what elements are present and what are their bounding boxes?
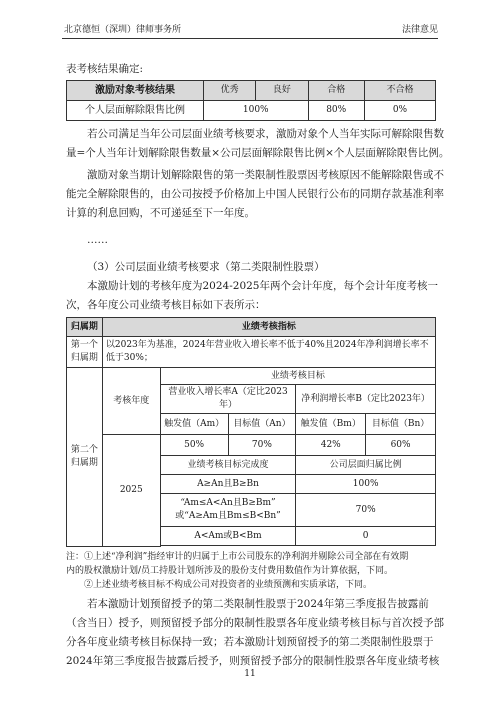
table1-header-1: 优秀 — [204, 81, 256, 101]
note-line: ②上述业绩考核目标不构成公司对投资者的业绩预测和实质承诺，下同。 — [84, 579, 373, 590]
profit-growth-label: 净利润增长率B（定比2023年） — [296, 385, 436, 414]
assess-year-value: 2025 — [102, 435, 160, 547]
company-performance-table — [66, 317, 436, 547]
table2-second-header-row — [67, 368, 436, 385]
header-firm: 北京德恒（深圳）律师事务所 — [64, 25, 182, 35]
paragraph-1-line: 量=个人当年计划解除限售数量×公司层面解除限售比例×个人层面解除限售比例。 — [66, 147, 450, 159]
paragraph-3-line: 本激励计划的考核年度为2024-2025年两个会计年度，每个会计年度考核一 — [87, 280, 438, 292]
trigger-b-label: 触发值（Bm） — [296, 414, 366, 435]
paragraph-2-line: 激励对象当期计划解除限售的第一类限制性股票因考核原因不能解除限售或不 — [87, 169, 444, 181]
table2-col-target: 业绩考核指标 — [102, 318, 435, 337]
target-b-label: 目标值（Bn） — [366, 414, 436, 435]
value-bn: 60% — [366, 435, 436, 456]
note-line: 注：①上述“净利润”指经审计的归属于上市公司股东的净利润并剔除公司全部在有效期 — [66, 551, 409, 562]
trigger-a-label: 触发值（Am） — [160, 414, 228, 435]
table1-header-3: 合格 — [308, 81, 364, 101]
ratio-2: 70% — [296, 494, 436, 527]
paragraph-3-line: 次，各年度公司业绩考核目标如下表所示： — [66, 299, 266, 311]
table2-first-period-row — [67, 337, 436, 368]
paragraph-4 — [66, 595, 444, 671]
paragraph-3 — [66, 277, 436, 315]
completion-label: 业绩考核目标完成度 — [160, 456, 296, 475]
value-bm: 42% — [296, 435, 366, 456]
paragraph-2-line: 能完全解除限售的，由公司按授予价格加上中国人民银行公布的同期存款基准利率 — [66, 188, 444, 200]
ellipsis: …… — [87, 234, 108, 246]
page-number: 11 — [244, 669, 256, 679]
condition-2 — [160, 494, 296, 527]
value-an: 70% — [228, 435, 296, 456]
paragraph-4-line: 2024年第三季度报告披露后授予，则预留授予部分的限制性股票各年度业绩考核 — [66, 654, 440, 667]
ratio-1: 100% — [296, 475, 436, 494]
table1-header-0: 激励对象考核结果 — [67, 81, 204, 101]
condition-1: A≥An且B≥Bn — [160, 475, 296, 494]
individual-assessment-table — [66, 80, 436, 121]
paragraph-4-line: （含当日）授予，则预留授予部分的限制性股票各年度业绩考核目标与首次授予部 — [66, 616, 444, 629]
paragraph-2 — [66, 166, 444, 223]
intro-label: 表考核结果确定: — [66, 63, 144, 75]
page-header — [64, 22, 438, 38]
paragraph-1-line: 若公司满足当年公司层面业绩考核要求，激励对象个人当年实际可解除限售数 — [87, 128, 444, 140]
first-period-target: 以2023年为基准，2024年营业收入增长率不低于40%且2024年净利润增长率不低于30%； — [102, 337, 435, 368]
paragraph-2-line: 计算的利息回购，不可递延至下一年度。 — [66, 207, 255, 219]
table1-value-excellent-good: 100% — [204, 101, 309, 121]
table1-row-label: 个人层面解除限售比例 — [67, 101, 204, 121]
paragraph-4-line: 若本激励计划预留授予的第二类限制性股票于2024年第三季度报告披露前 — [87, 597, 429, 610]
condition-2-line-2: 或“A≥Am且Bm≤B<Bn” — [175, 511, 281, 521]
revenue-growth-label: 营业收入增长率A（定比2023年） — [160, 385, 296, 414]
table1-value-unqualified: 0% — [364, 101, 435, 121]
assess-year-label: 考核年度 — [102, 368, 160, 435]
condition-3: A<Am或B<Bm — [160, 527, 296, 546]
table2-values-row — [67, 435, 436, 456]
second-period-label: 第二个归属期 — [67, 368, 103, 547]
table-notes — [66, 550, 436, 592]
table1-header-row — [67, 81, 436, 101]
note-line: 内的股权激励计划/员工持股计划所涉及的股份支付费用数值作为计算依据，下同。 — [66, 565, 394, 576]
ratio-3: 0 — [296, 527, 436, 546]
section-heading: （3）公司层面业绩考核要求（第二类限制性股票） — [87, 261, 325, 273]
table2-col-period: 归属期 — [67, 318, 103, 337]
header-rule — [62, 38, 438, 39]
perf-target-label: 业绩考核目标 — [160, 368, 435, 385]
page-body — [66, 60, 450, 671]
table1-header-2: 良好 — [256, 81, 308, 101]
target-a-label: 目标值（An） — [228, 414, 296, 435]
value-am: 50% — [160, 435, 228, 456]
table1-row — [67, 101, 436, 121]
table2-spacer — [160, 546, 435, 547]
condition-2-line-1: “Am≤A<An且B≥Bm” — [180, 498, 276, 508]
header-doc-type: 法律意见 — [401, 25, 438, 35]
paragraph-4-line: 分各年度业绩考核目标保持一致；若本激励计划预留授予的第二类限制性股票于 — [66, 635, 434, 648]
table2-header-row — [67, 318, 436, 337]
ratio-label: 公司层面归属比例 — [296, 456, 436, 475]
first-period-label: 第一个归属期 — [67, 337, 103, 368]
table1-header-4: 不合格 — [364, 81, 435, 101]
paragraph-1 — [66, 125, 450, 163]
table1-value-qualified: 80% — [308, 101, 364, 121]
